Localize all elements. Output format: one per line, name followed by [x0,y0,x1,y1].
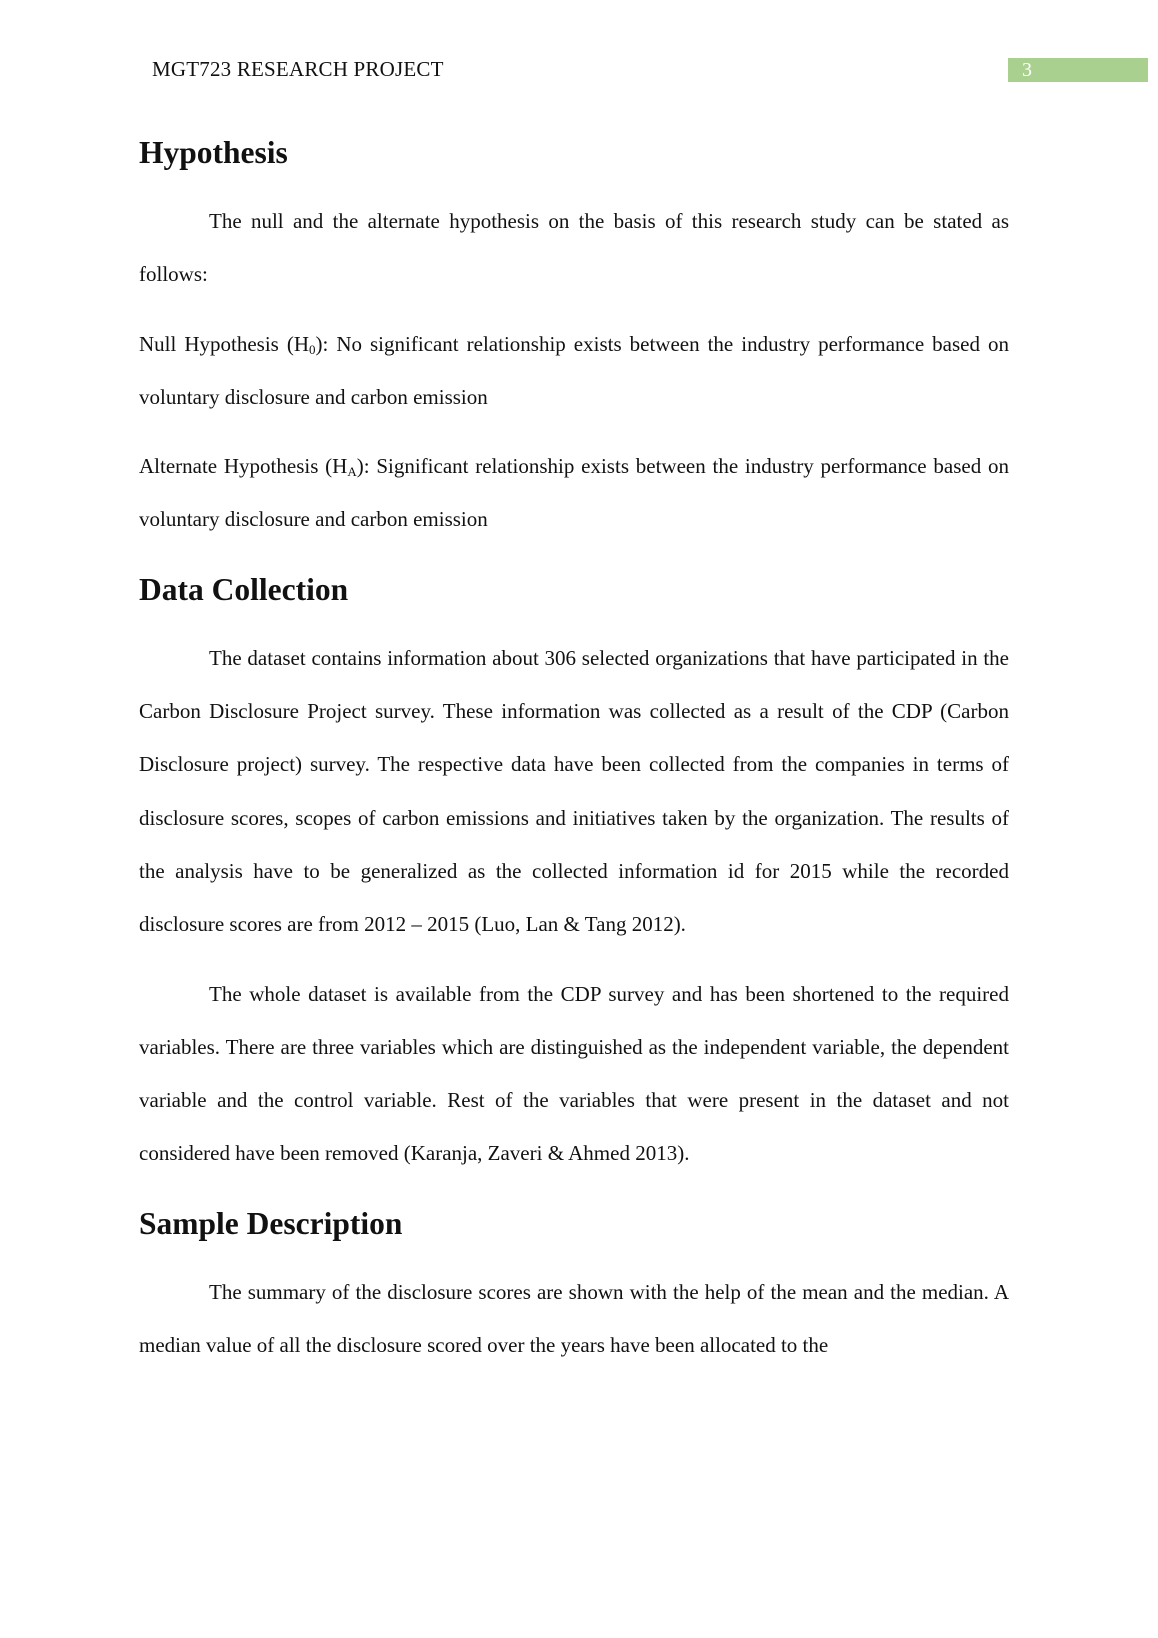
page-number: 3 [1022,59,1032,81]
hypothesis-intro: The null and the alternate hypothesis on the basis of this research study can be stated as follows: [139,209,1009,287]
alternate-hypothesis-subscript: A [347,464,357,480]
heading-sample-description: Sample Description [139,1205,403,1241]
null-hypothesis [139,318,1009,425]
null-hypothesis-label: Null Hypothesis (H [139,331,309,356]
null-hypothesis-subscript: 0 [309,341,316,357]
alternate-hypothesis-text: ): Significant relationship exists between the industry performance based on voluntary disclosure and carbon emission [139,454,1009,532]
null-hypothesis-text: ): No significant relationship exists between the industry performance based on voluntary disclosure and carbon emission [139,331,1009,409]
alternate-hypothesis [139,440,1009,547]
heading-data-collection: Data Collection [139,571,349,607]
data-collection-paragraph-1: The dataset contains information about 306 selected organizations that have participated in the Carbon Disclosure Project survey. These information was collected as a result of the CDP (Carbon Disclosure project) survey. The respective data have been collected from the companies in terms of disclosure scores, scopes of carbon emissions and initiatives taken by the organization. The results of the analysis have to be generalized as the collected information id for 2015 while the recorded disclosure scores are from 2012 – 2015 (Luo, Lan & Tang 2012). [139,645,1009,937]
running-header-title: MGT723 RESEARCH PROJECT [152,57,444,81]
sample-description-paragraph-1: The summary of the disclosure scores are shown with the help of the mean and the median. A median value of all the disclosure scored over the years have been allocated to the [139,1279,1009,1358]
alternate-hypothesis-label: Alternate Hypothesis (H [139,454,348,479]
document-body [139,126,1009,1388]
page-number-bar [1008,58,1148,82]
heading-hypothesis: Hypothesis [139,135,288,170]
data-collection-paragraph-2: The whole dataset is available from the CDP survey and has been shortened to the required variables. There are three variables which are distinguished as the independent variable, the dependent variable and the control variable. Rest of the variables that were present in the dataset and not considered have been removed (Karanja, Zaveri & Ahmed 2013). [139,981,1009,1166]
